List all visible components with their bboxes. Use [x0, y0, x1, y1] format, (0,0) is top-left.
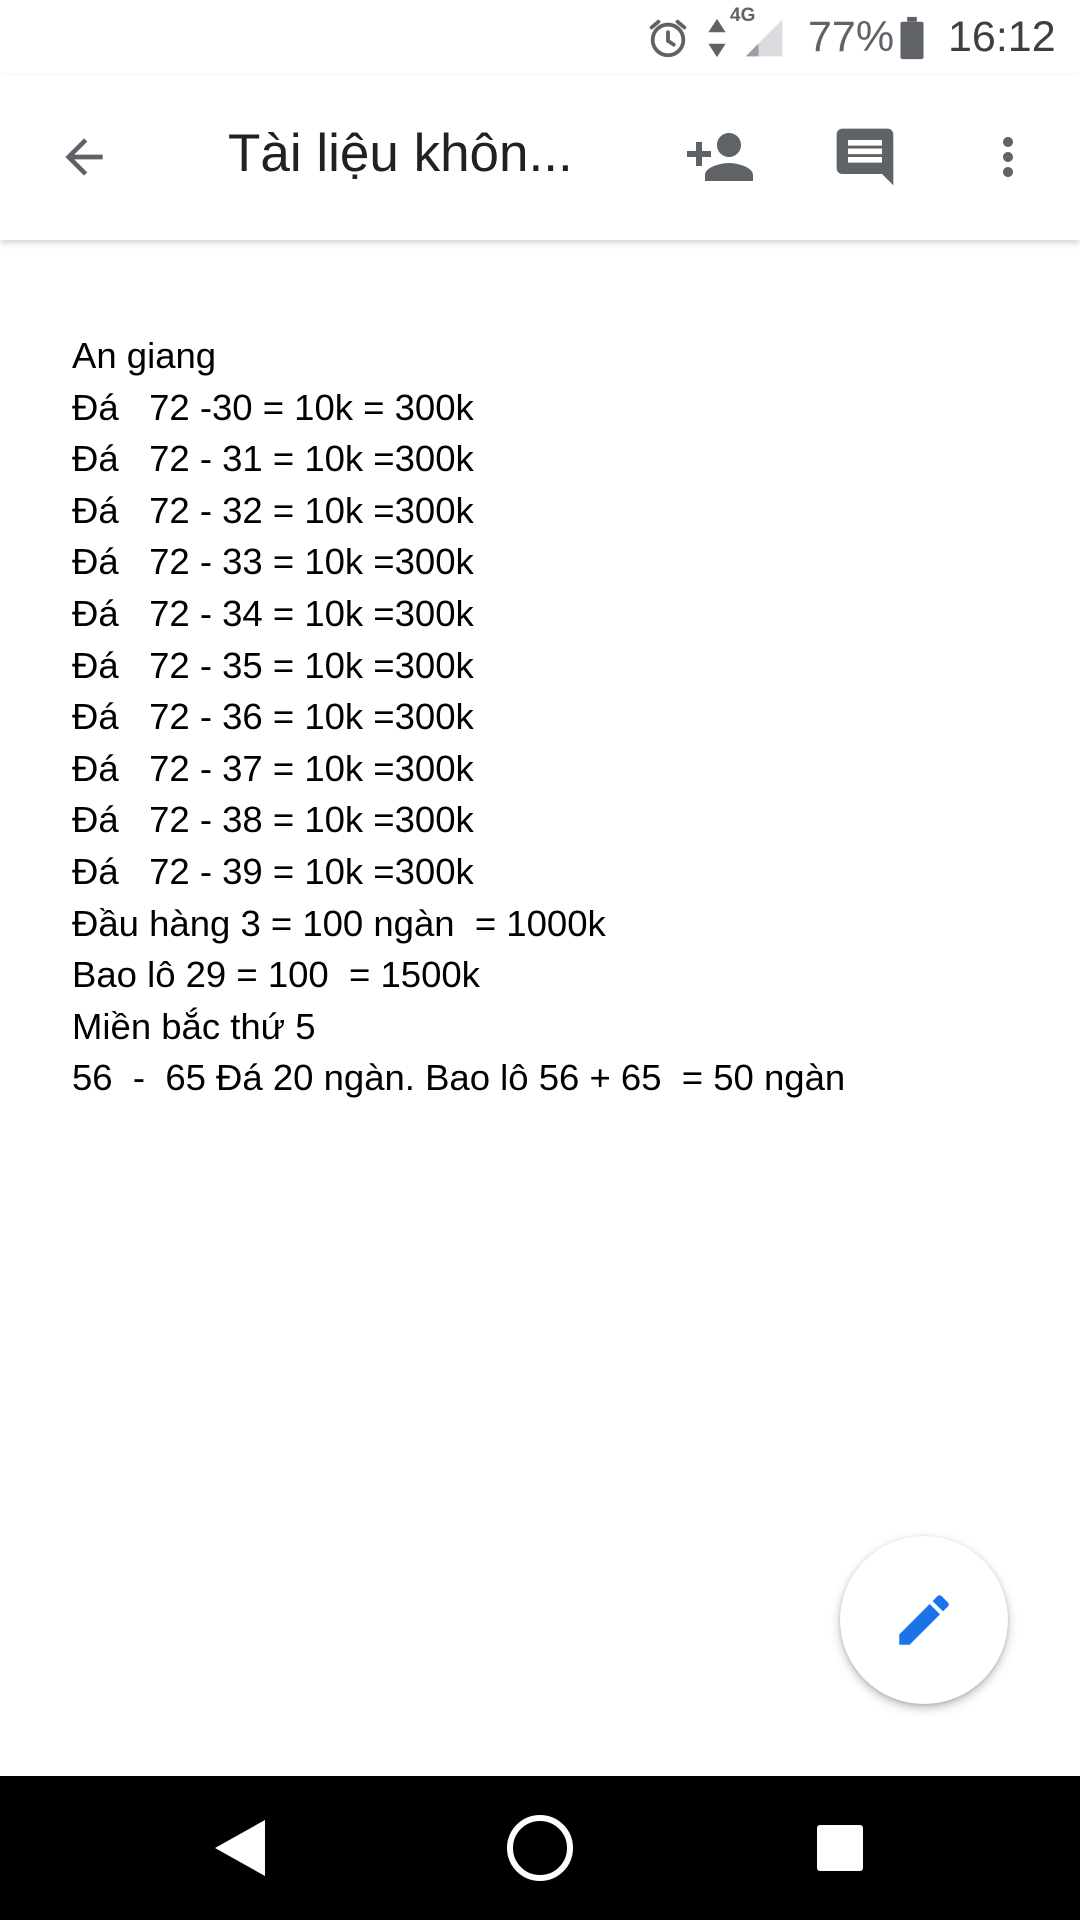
- document-body[interactable]: [72, 330, 1032, 1104]
- document-line: Đá 72 - 32 = 10k =300k: [72, 489, 474, 531]
- edit-button[interactable]: [840, 1536, 1008, 1704]
- document-line: Đá 72 - 36 = 10k =300k: [72, 696, 474, 738]
- document-line: Đầu hàng 3 = 100 ngàn = 1000k: [72, 902, 606, 944]
- document-line: Đá 72 - 38 = 10k =300k: [72, 799, 474, 841]
- app-bar: [0, 75, 1080, 240]
- document-line: Đá 72 - 33 = 10k =300k: [72, 541, 474, 583]
- edit-pencil-icon: [891, 1587, 957, 1653]
- comments-button[interactable]: [810, 102, 920, 212]
- navigation-bar: [0, 1776, 1080, 1920]
- battery-percent: 77%: [808, 13, 895, 61]
- status-bar: [0, 0, 1080, 75]
- signal-icon: [742, 0, 786, 75]
- nav-home-button[interactable]: [490, 1798, 590, 1898]
- add-person-icon: [684, 121, 756, 193]
- document-line: An giang: [72, 335, 217, 376]
- document-line: Đá 72 - 37 = 10k =300k: [72, 747, 474, 789]
- back-button[interactable]: [29, 102, 139, 212]
- document-line: Đá 72 - 31 = 10k =300k: [72, 438, 474, 480]
- nav-recents-icon: [815, 1823, 865, 1873]
- document-line: Đá 72 -30 = 10k = 300k: [72, 386, 474, 428]
- back-arrow-icon: [56, 129, 112, 185]
- more-options-button[interactable]: [953, 102, 1063, 212]
- comment-icon: [831, 123, 899, 191]
- document-line: Miền bắc thứ 5: [72, 1005, 316, 1047]
- clock-time: 16:12: [948, 13, 1056, 61]
- document-line: Bao lô 29 = 100 = 1500k: [72, 954, 480, 996]
- network-type-label: 4G: [730, 5, 756, 26]
- nav-recents-button[interactable]: [790, 1798, 890, 1898]
- data-arrows-icon: [706, 0, 728, 75]
- document-title[interactable]: Tài liệu khôn...: [228, 124, 573, 183]
- share-button[interactable]: [665, 102, 775, 212]
- document-line: Đá 72 - 34 = 10k =300k: [72, 592, 474, 634]
- document-line: Đá 72 - 39 = 10k =300k: [72, 850, 474, 892]
- alarm-icon: [645, 0, 691, 75]
- battery-icon: [898, 0, 926, 75]
- document-line: 56 - 65 Đá 20 ngàn. Bao lô 56 + 65 = 50 ngàn: [72, 1057, 846, 1099]
- nav-back-icon: [210, 1816, 270, 1880]
- nav-back-button[interactable]: [190, 1798, 290, 1898]
- more-vert-icon: [978, 127, 1038, 187]
- nav-home-icon: [504, 1812, 576, 1884]
- document-line: Đá 72 - 35 = 10k =300k: [72, 644, 474, 686]
